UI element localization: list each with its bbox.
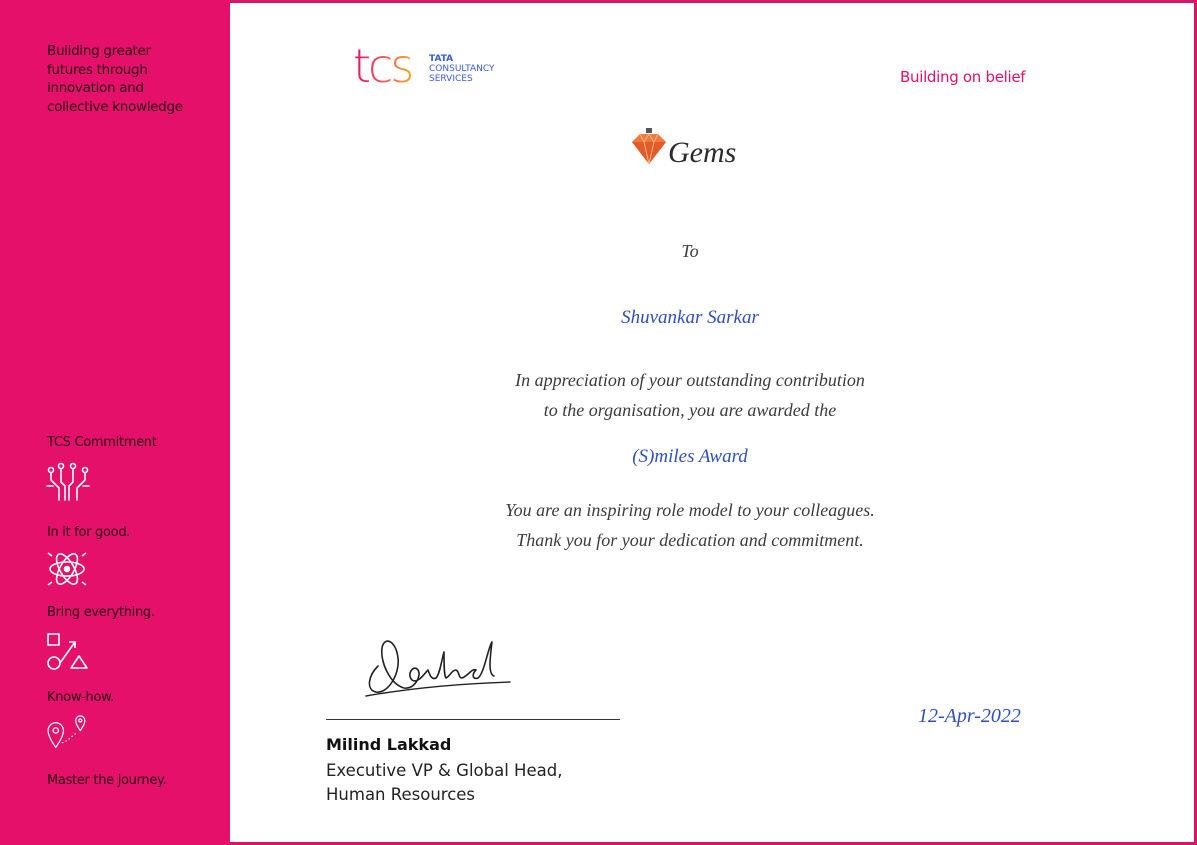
signer-title-line: Executive VP & Global Head, [326,761,563,780]
recipient-name: Shuvankar Sarkar [621,307,759,328]
appreciation-text [230,365,1150,425]
logo-mark: tcs [353,39,412,90]
award-date: 12-Apr-2022 [918,705,1021,727]
logo-text-line: TATA [429,54,454,64]
to-label: To [681,241,699,261]
appreciation-line: In appreciation of your outstanding contribution [515,370,865,390]
sidebar-tagline [47,42,217,116]
tcs-logo [353,38,513,90]
tagline-line: collective knowledge [47,98,183,115]
message-line: You are an inspiring role model to your colleagues. [505,500,875,520]
tagline-line: futures through [47,61,148,78]
message-line: Thank you for your dedication and commitment. [516,530,864,550]
message-text [230,495,1150,555]
brand-tagline: Building on belief [900,68,1026,86]
shapes-icon [45,630,91,672]
tagline-line: Building greater [47,43,151,59]
pillar-label: Bring everything. [47,605,155,620]
signature-line [326,719,620,720]
commitment-title: TCS Commitment [47,435,157,450]
gems-logo-text: Gems [668,136,737,169]
gems-logo [628,126,758,174]
circuit-icon [45,462,91,504]
award-name: (S)miles Award [632,446,748,467]
pillar-label: Know-how. [47,690,115,705]
sidebar-panel [0,0,230,845]
pillar-label: Master the journey. [47,773,167,788]
appreciation-line: to the organisation, you are awarded the [543,400,837,420]
logo-text-line: CONSULTANCY [429,64,495,74]
signature-image [360,618,520,703]
logo-text-line: SERVICES [429,74,473,84]
atom-icon [45,547,91,589]
map-pins-icon [45,711,91,753]
gem-icon [632,128,666,164]
certificate-body [230,0,1197,845]
tagline-line: innovation and [47,80,144,96]
signer-title [326,759,626,807]
pillar-label: In it for good. [47,525,131,540]
signer-title-line: Human Resources [326,785,476,804]
signer-name: Milind Lakkad [326,735,452,754]
